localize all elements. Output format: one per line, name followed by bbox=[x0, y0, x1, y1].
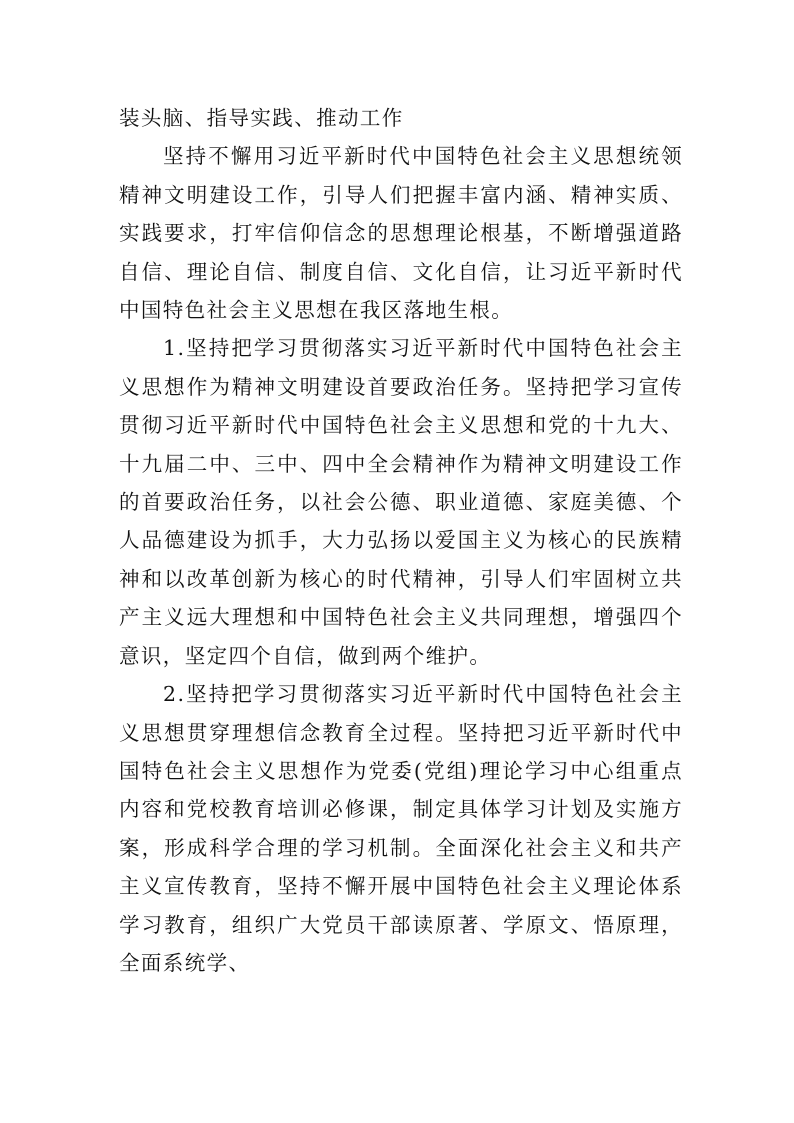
paragraph-continuation: 装头脑、指导实践、推动工作 bbox=[119, 106, 404, 130]
paragraph-item-2: 2.坚持把学习贯彻落实习近平新时代中国特色社会主义思想贯穿理想信念教育全过程。坚持把习近平新时代中国特色社会主义思想作为党委(党组)理论学习中心组重点内容和党校教育培训必修课，制定具体学习计划及实施方案，形成科学合理的学习机制。全面深化社会主义和共产主义宣传教育，坚持不懈开展中国特色社会主义理论体系学习教育，组织广大党员干部读原著、学原文、悟原理，全面系统学、 bbox=[119, 682, 683, 975]
paragraph-item-1: 1.坚持把学习贯彻落实习近平新时代中国特色社会主义思想作为精神文明建设首要政治任务。坚持把学习宣传贯彻习近平新时代中国特色社会主义思想和党的十九大、十九届二中、三中、四中全会精神作为精神文明建设工作的首要政治任务，以社会公德、职业道德、家庭美德、个人品德建设为抓手，大力弘扬以爱国主义为核心的民族精神和以改革创新为核心的时代精神，引导人们牢固树立共产主义远大理想和中国特色社会主义共同理想，增强四个意识，坚定四个自信，做到两个维护。 bbox=[119, 336, 683, 668]
paragraph-intro: 坚持不懈用习近平新时代中国特色社会主义思想统领精神文明建设工作，引导人们把握丰富内涵、精神实质、实践要求，打牢信仰信念的思想理论根基，不断增强道路自信、理论自信、制度自信、文化自信，让习近平新时代中国特色社会主义思想在我区落地生根。 bbox=[119, 144, 683, 323]
document-body bbox=[119, 99, 683, 982]
